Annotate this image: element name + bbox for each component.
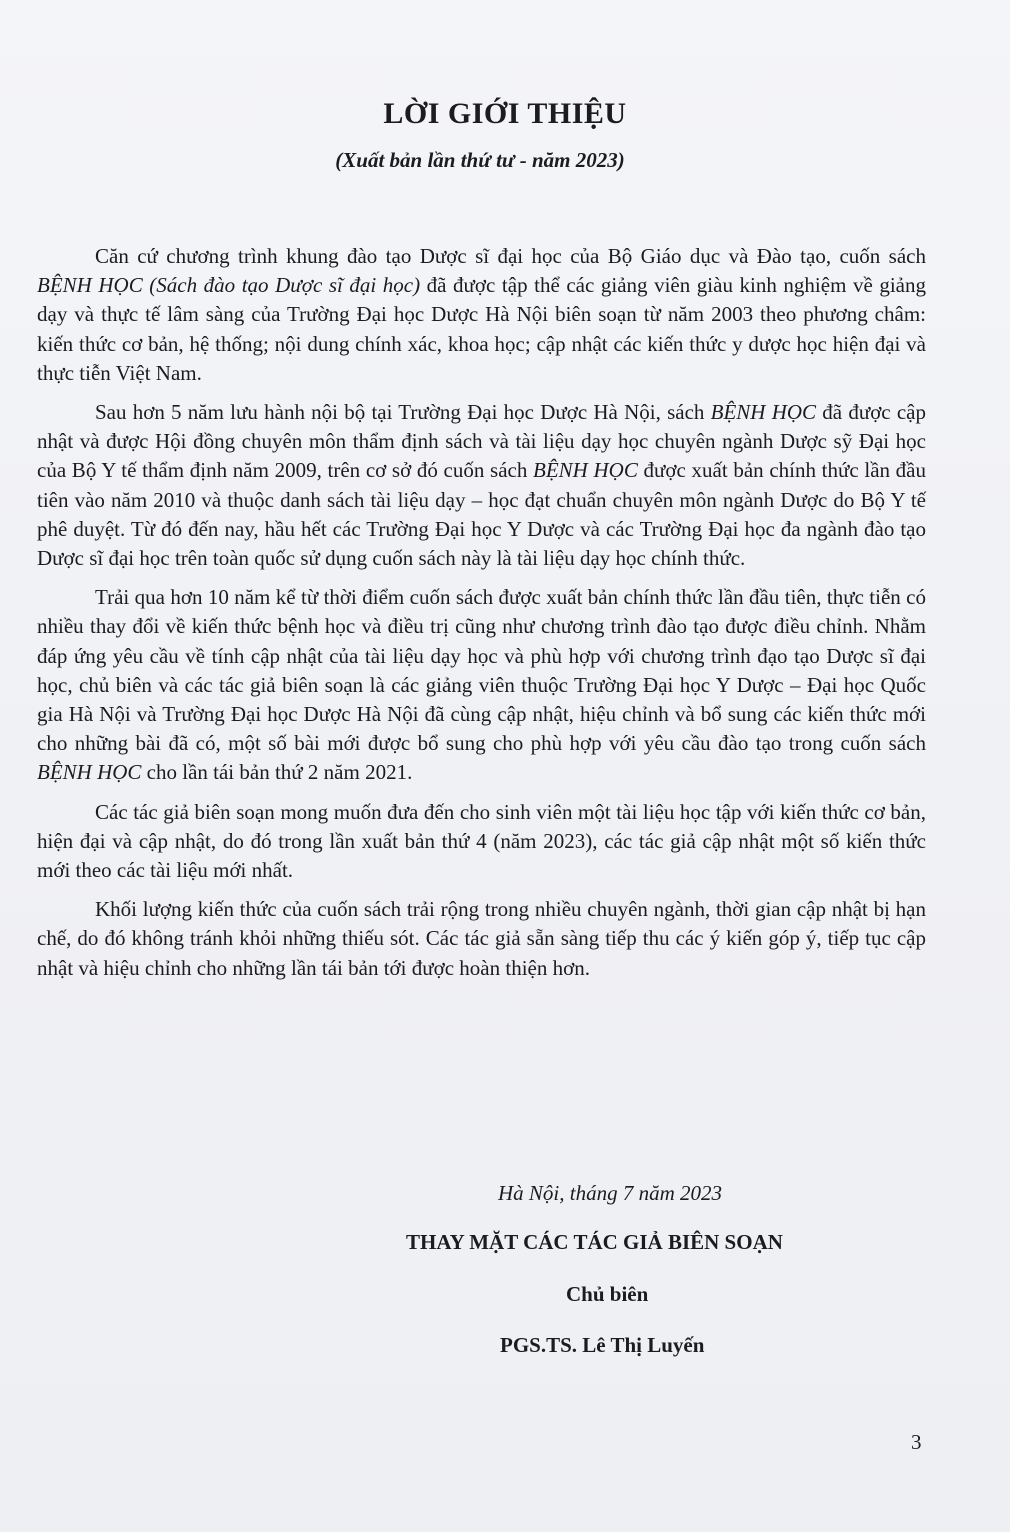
signature-name: PGS.TS. Lê Thị Luyến [500,1333,705,1357]
paragraph-1-text-b: đã được tập thể các giảng viên giàu kinh nghiệm về giảng dạy và thực tế lâm sàng của Trường Đại học Dược Hà Nội biên soạn từ năm 2003 theo phương châm: kiến thức cơ bản, hệ thống; nội dung chính xác, khoa học; cập nhật các kiến thức y dược học hiện đại và thực tiễn Việt Nam. [37,273,926,385]
paragraph-5: Khối lượng kiến thức của cuốn sách trải rộng trong nhiều chuyên ngành, thời gian cập nhật bị hạn chế, do đó không tránh khỏi những thiếu sót. Các tác giả sẵn sàng tiếp thu các ý kiến góp ý, tiếp tục cập nhật và hiệu chỉnh cho những lần tái bản tới được hoàn thiện hơn. [37,897,926,980]
paragraph-2-book-title-a: BỆNH HỌC [710,400,817,425]
paragraph-4: Các tác giả biên soạn mong muốn đưa đến cho sinh viên một tài liệu học tập với kiến thức cơ bản, hiện đại và cập nhật, do đó trong lần xuất bản thứ 4 (năm 2023), các tác giả cập nhật một số kiến thức mới theo các tài liệu mới nhất. [37,799,926,883]
paragraph-2-text-b: đã được cập nhật và được Hội đồng chuyên môn thẩm định sách và tài liệu dạy học chuyên ngành Dược sỹ Đại học của Bộ Y tế thẩm định năm 2009, trên cơ sở đó cuốn sách [37,400,927,483]
paragraph-3-text-a: Trải qua hơn 10 năm kể từ thời điểm cuốn sách được xuất bản chính thức lần đầu tiên, thực tiễn có nhiều thay đổi về kiến thức bệnh học và điều trị cũng như chương trình đào tạo được điều chỉnh. Nhằm đáp ứng yêu cầu về tính cập nhật của tài liệu dạy học và phù hợp với chương trình đạo tạo Dược sĩ đại học, chủ biên và các tác giả biên soạn là các giảng viên thuộc Trường Đại học Y Dược – Đại học Quốc gia Hà Nội và Trường Đại học Dược Hà Nội đã cùng cập nhật, hiệu chỉnh và bổ sung các kiến thức mới cho những bài đã có, một số bài mới được bổ sung cho phù hợp với yêu cầu đào tạo trong cuốn sách [37,585,926,756]
paragraph-2-text-c: được xuất bản chính thức lần đầu tiên vào năm 2010 và thuộc danh sách tài liệu dạy – học đạt chuẩn chuyên môn ngành Dược do Bộ Y tế phê duyệt. Từ đó đến nay, hầu hết các Trường Đại học Y Dược và các Trường Đại học đa ngành đào tạo Dược sĩ đại học trên toàn quốc sử dụng cuốn sách này là tài liệu dạy học chính thức. [37,458,926,571]
paragraph-2 [37,398,926,573]
paragraph-1-book-title: BỆNH HỌC (Sách đào tạo Dược sĩ đại học) [37,273,421,298]
paragraph-2-book-title-b: BỆNH HỌC [533,458,638,483]
paragraph-3-text-b: cho lần tái bản thứ 2 năm 2021. [141,760,413,785]
paragraph-1-text-a: Căn cứ chương trình khung đào tạo Dược sĩ đại học của Bộ Giáo dục và Đào tạo, cuốn sách [95,244,926,268]
paragraph-3 [37,583,926,787]
paragraph-2-text-a: Sau hơn 5 năm lưu hành nội bộ tại Trường Đại học Dược Hà Nội, sách [95,400,711,425]
paragraph-1 [37,242,926,388]
body-text [37,242,926,993]
signature-title: THAY MẶT CÁC TÁC GIẢ BIÊN SOẠN [406,1230,783,1254]
page-number: 3 [911,1430,922,1454]
place-date: Hà Nội, tháng 7 năm 2023 [498,1181,723,1205]
signature-role: Chủ biên [566,1282,649,1306]
page-title: LỜI GIỚI THIỆU [383,97,627,130]
page-subtitle: (Xuất bản lần thứ tư - năm 2023) [335,148,625,172]
paragraph-3-book-title: BỆNH HỌC [37,760,142,785]
